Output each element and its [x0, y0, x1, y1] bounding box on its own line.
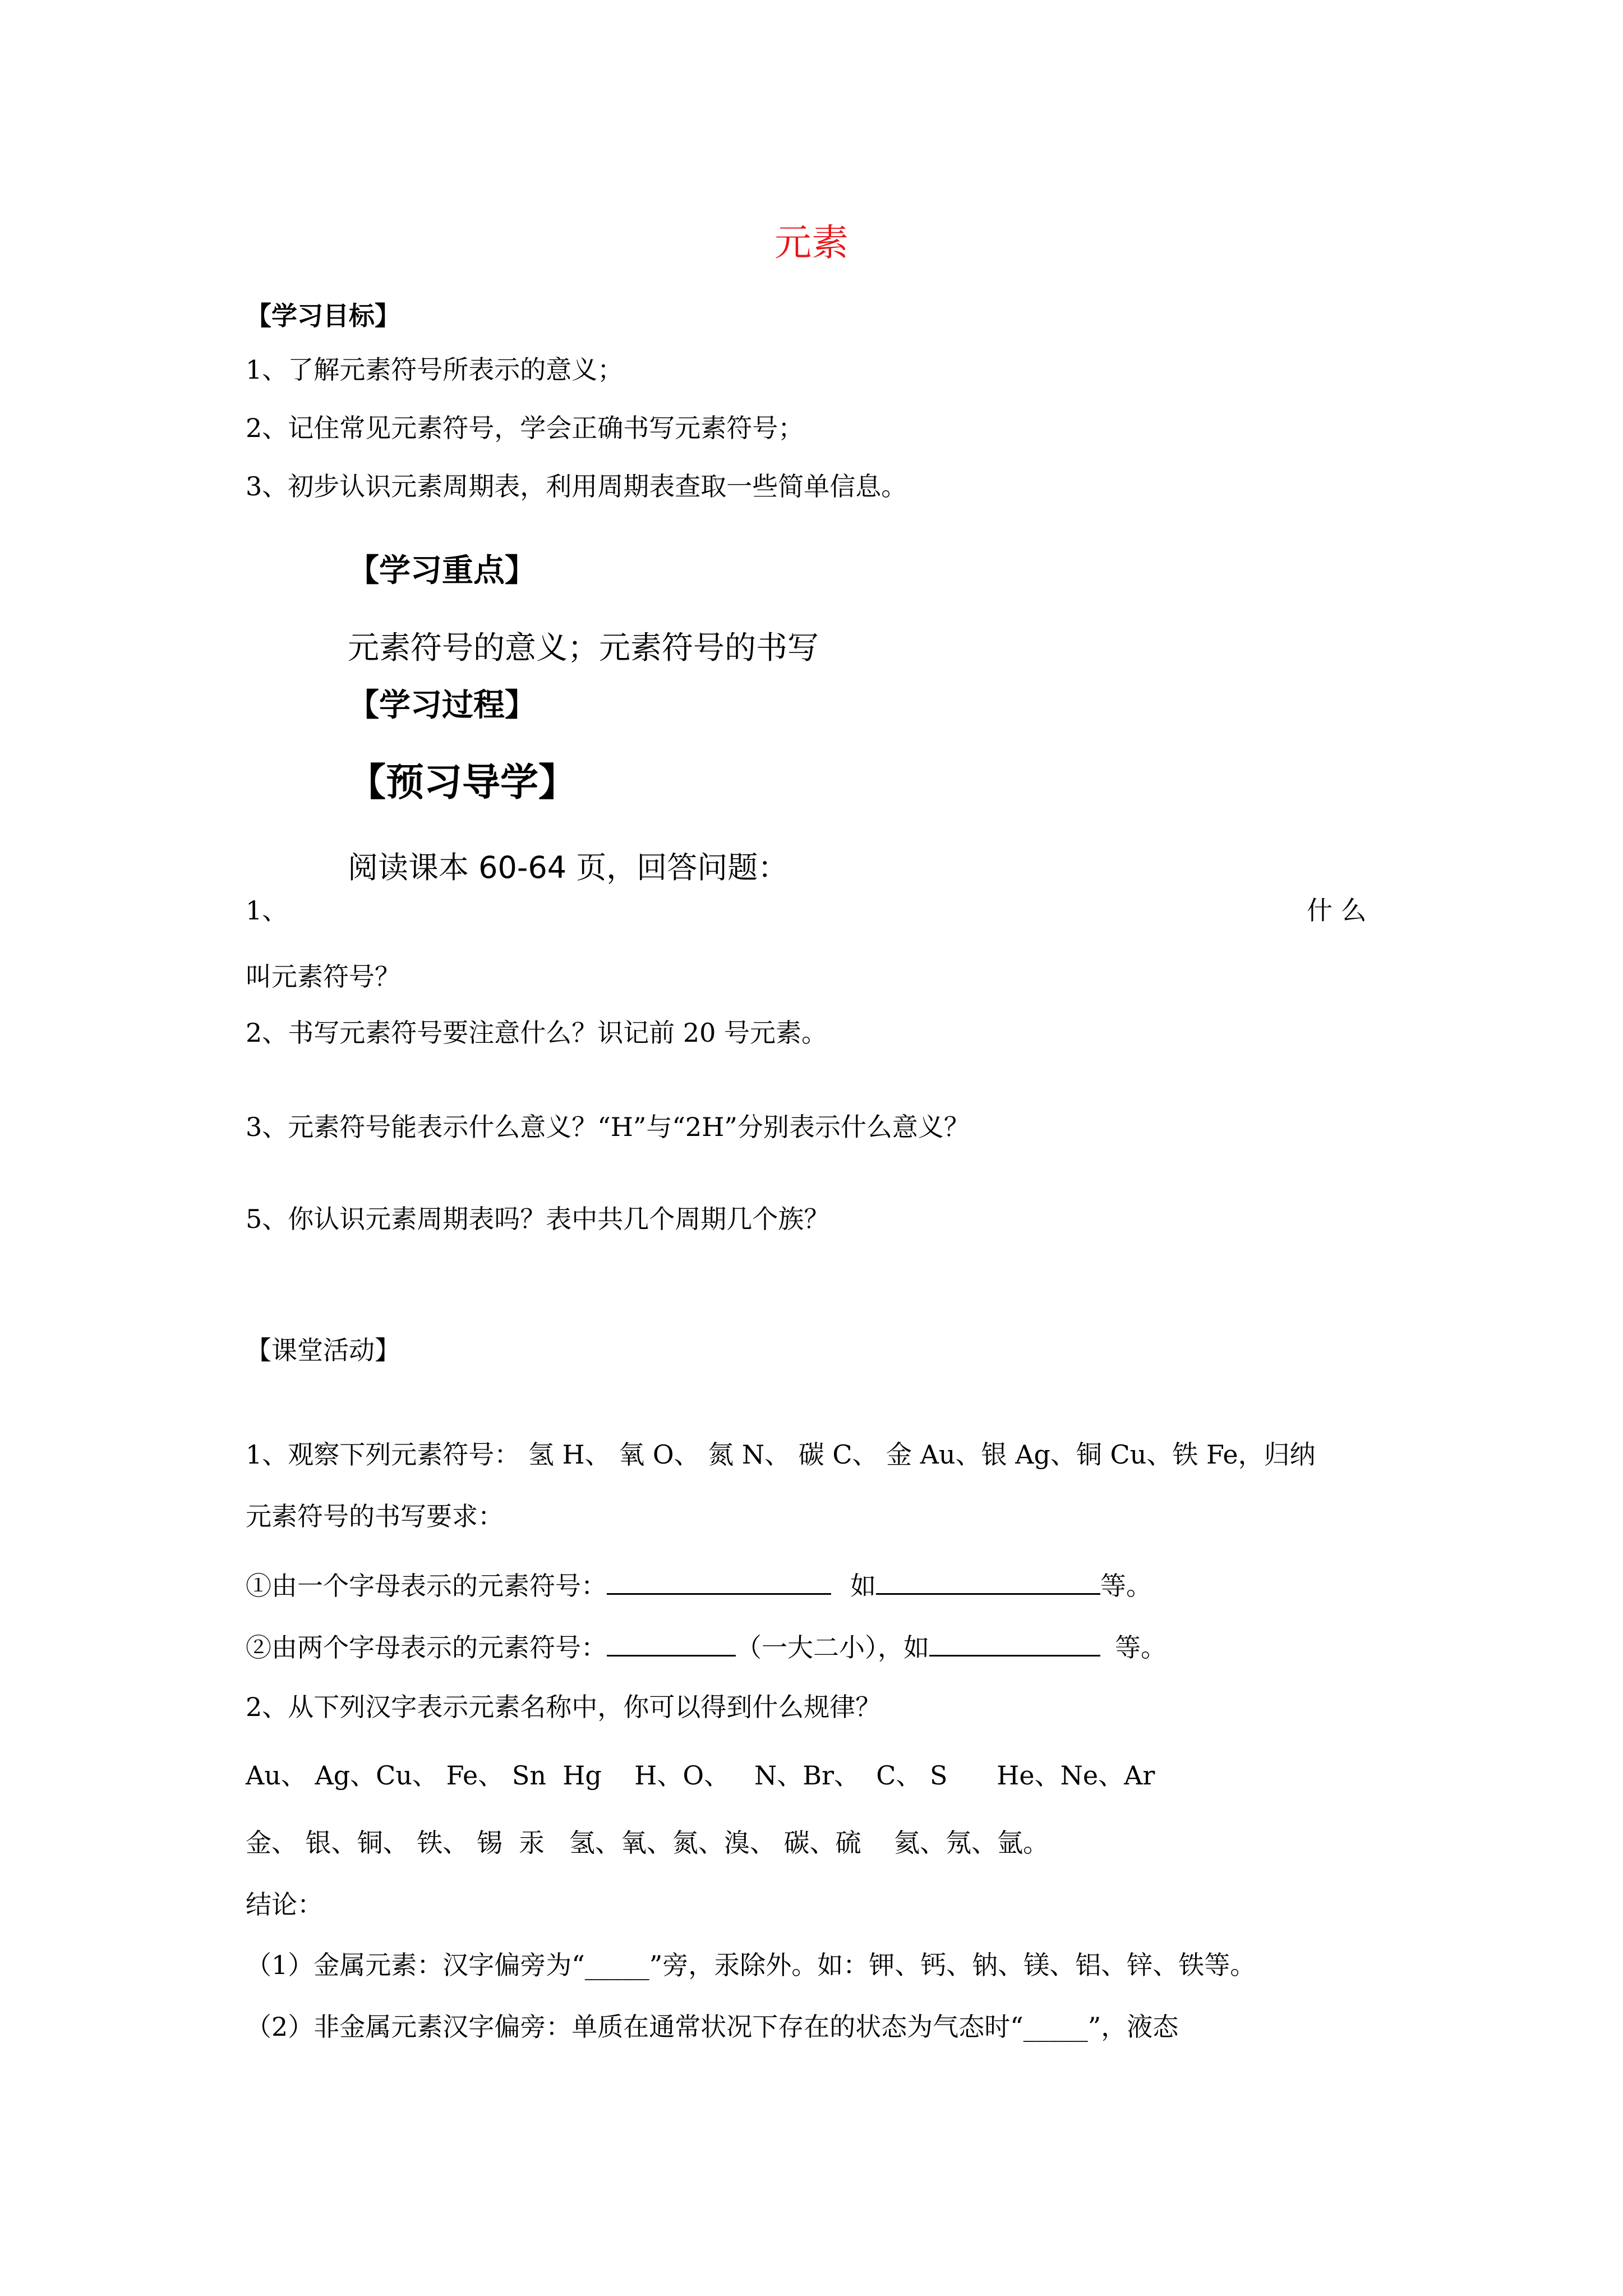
double-letter-mid: （一大二小），如	[736, 1632, 929, 1663]
classroom-heading: 【课堂活动】	[246, 1335, 400, 1365]
single-letter-example-blank[interactable]	[876, 1571, 1100, 1595]
double-letter-suffix: 等。	[1115, 1632, 1166, 1663]
question-5: 5、你认识元素周期表吗？表中共几个周期几个族？	[246, 1204, 830, 1234]
question-3: 3、元素符号能表示什么意义？“H”与“2H”分别表示什么意义？	[246, 1112, 970, 1142]
question-1-end: 什 么	[1307, 895, 1367, 926]
conclusion-2: （2）非金属元素汉字偏旁：单质在通常状况下存在的状态为气态时“_____”，液态	[246, 2012, 1179, 2042]
single-letter-blank[interactable]	[607, 1571, 831, 1595]
single-letter-prefix: ①由一个字母表示的元素符号：	[246, 1571, 607, 1601]
question-1-continued: 叫元素符号？	[246, 961, 400, 992]
activity-2-question: 2、从下列汉字表示元素名称中，你可以得到什么规律？	[246, 1692, 882, 1722]
objectives-heading: 【学习目标】	[246, 301, 400, 331]
page-title: 元素	[774, 221, 849, 264]
focus-text: 元素符号的意义；元素符号的书写	[348, 630, 819, 666]
double-letter-blank[interactable]	[607, 1632, 736, 1657]
element-symbols-row: Au、 Ag、Cu、 Fe、 Sn Hg H、O、 N、Br、 C、 S He、Ne、Ar	[246, 1760, 1155, 1791]
single-letter-mid: 如	[850, 1571, 876, 1601]
activity-1-line-1: 1、观察下列元素符号： 氢 H、 氧 O、 氮 N、 碳 C、 金 Au、银 Ag、铜 Cu、铁 Fe，归纳	[246, 1439, 1316, 1470]
preview-instruction: 阅读课本 60-64 页，回答问题：	[348, 850, 789, 885]
objective-item-1: 1、了解元素符号所表示的意义；	[246, 355, 624, 385]
objective-item-3: 3、初步认识元素周期表，利用周期表查取一些简单信息。	[246, 471, 907, 501]
preview-heading: 【预习导学】	[348, 761, 577, 805]
question-1-number: 1、	[246, 895, 288, 926]
process-heading: 【学习过程】	[348, 687, 536, 724]
objective-item-2: 2、记住常见元素符号，学会正确书写元素符号；	[246, 413, 804, 443]
double-letter-prefix: ②由两个字母表示的元素符号：	[246, 1632, 607, 1663]
double-letter-rule	[246, 1632, 1166, 1663]
question-2: 2、书写元素符号要注意什么？识记前 20 号元素。	[246, 1018, 828, 1048]
element-names-row: 金、 银、铜、 铁、 锡 汞 氢、氧、氮、溴、 碳、硫 氦、氖、氩。	[246, 1828, 1049, 1858]
focus-heading: 【学习重点】	[348, 553, 536, 589]
single-letter-suffix: 等。	[1100, 1571, 1152, 1601]
activity-1-line-2: 元素符号的书写要求：	[246, 1501, 504, 1531]
single-letter-rule	[246, 1571, 1152, 1599]
conclusion-label: 结论：	[246, 1889, 323, 1920]
conclusion-1: （1）金属元素：汉字偏旁为“_____”旁，汞除外。如：钾、钙、钠、镁、铝、锌、铁等。	[246, 1950, 1256, 1980]
double-letter-example-blank[interactable]	[929, 1632, 1100, 1657]
